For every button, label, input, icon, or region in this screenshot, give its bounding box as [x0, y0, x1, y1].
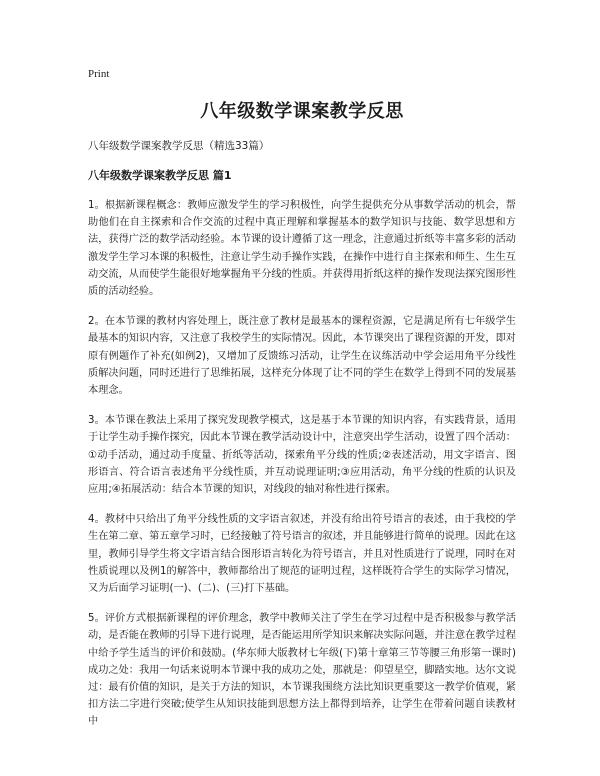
paragraph-2: 2。在本节课的教材内容处理上，既注意了教材是最基本的课程资源，它是满足所有七年级学生最基本的知识内容，又注意了我校学生的实际情况。因此，本节课突出了课程资源的开发，即对原有例题作了补充(如例2)，又增加了反馈练习活动，让学生在议练活动中学会运用角平分线性质解决问题，同时还进行了思维拓展，这样充分体现了让不同的学生在数学上得到不同的发展基本理念。 [88, 316, 516, 397]
section-heading: 八年级数学课案教学反思 篇1 [88, 169, 232, 182]
paragraph-4: 4。教材中只给出了角平分线性质的文字语言叙述，并没有给出符号语言的表述，由于我校的学生在第二章、第五章学习时，已经接触了符号语言的叙述，并且能够进行简单的说理。因此在这里，教师引导学生将文字语言结合图形语言转化为符号语言，并且对性质进行了说理，同时在对性质说理以及例1的解答中，教师都给出了规范的证明过程，这样既符合学生的实际学习情况，又为后面学习证明(一)、(二)、(三)打下基础。 [88, 514, 516, 595]
document-title: 八年级数学课案教学反思 [200, 101, 404, 122]
document-subtitle: 八年级数学课案教学反思（精选33篇） [88, 140, 270, 152]
paragraph-5: 5。评价方式根据新课程的评价理念，教学中教师关注了学生在学习过程中是否积极参与教学活动，是否能在教师的引导下进行说理，是否能运用所学知识来解决实际问题，并注意在教学过程中给予学生适当的评价和鼓励。(华东师大版教材七年级(下)第十章第三节等腰三角形第一课时)成功之处：我用一句话来说明本节课中我的成功之处，那就是：仰望星空，脚踏实地。达尔文说过：最有价值的知识，是关于方法的知识，本节课我围绕方法比知识更重要这一教学价值观，紧扣方法二字进行突破;使学生从知识技能到思想方法上都得到培养，让学生在带着问题自读教材中 [88, 613, 516, 728]
paragraph-3: 3。本节课在教法上采用了探究发现教学模式，这是基于本节课的知识内容，有实践背景，适用于让学生动手操作探究，因此本节课在教学活动设计中，注意突出学生活动，设置了四个活动：①动手活动，通过动手度量、折纸等活动，探索角平分线的性质;②表述活动，用文字语言、图形语言、符合语言表述角平分线性质，并互动说理证明;③应用活动，角平分线的性质的认识及应用;④拓展活动：结合本节课的知识，对线段的轴对称性进行探索。 [88, 415, 516, 496]
paragraph-1: 1。根据新课程概念：教师应激发学生的学习积极性，向学生提供充分从事数学活动的机会，帮助他们在自主探索和合作交流的过程中真正理解和掌握基本的数学知识与技能、数学思想和方法，获得广泛的数学活动经验。本节课的设计遵循了这一理念，注意通过折纸等丰富多彩的活动激发学生学习本课的积极性，注意让学生动手操作实践，在操作中进行自主探索和师生、生生互动交流，从而使学生能很好地掌握角平分线的性质。并获得用折纸这样的操作发现法探究图形性质的活动经验。 [88, 200, 516, 298]
document-page [88, 66, 516, 731]
print-link[interactable]: Print [88, 68, 110, 80]
